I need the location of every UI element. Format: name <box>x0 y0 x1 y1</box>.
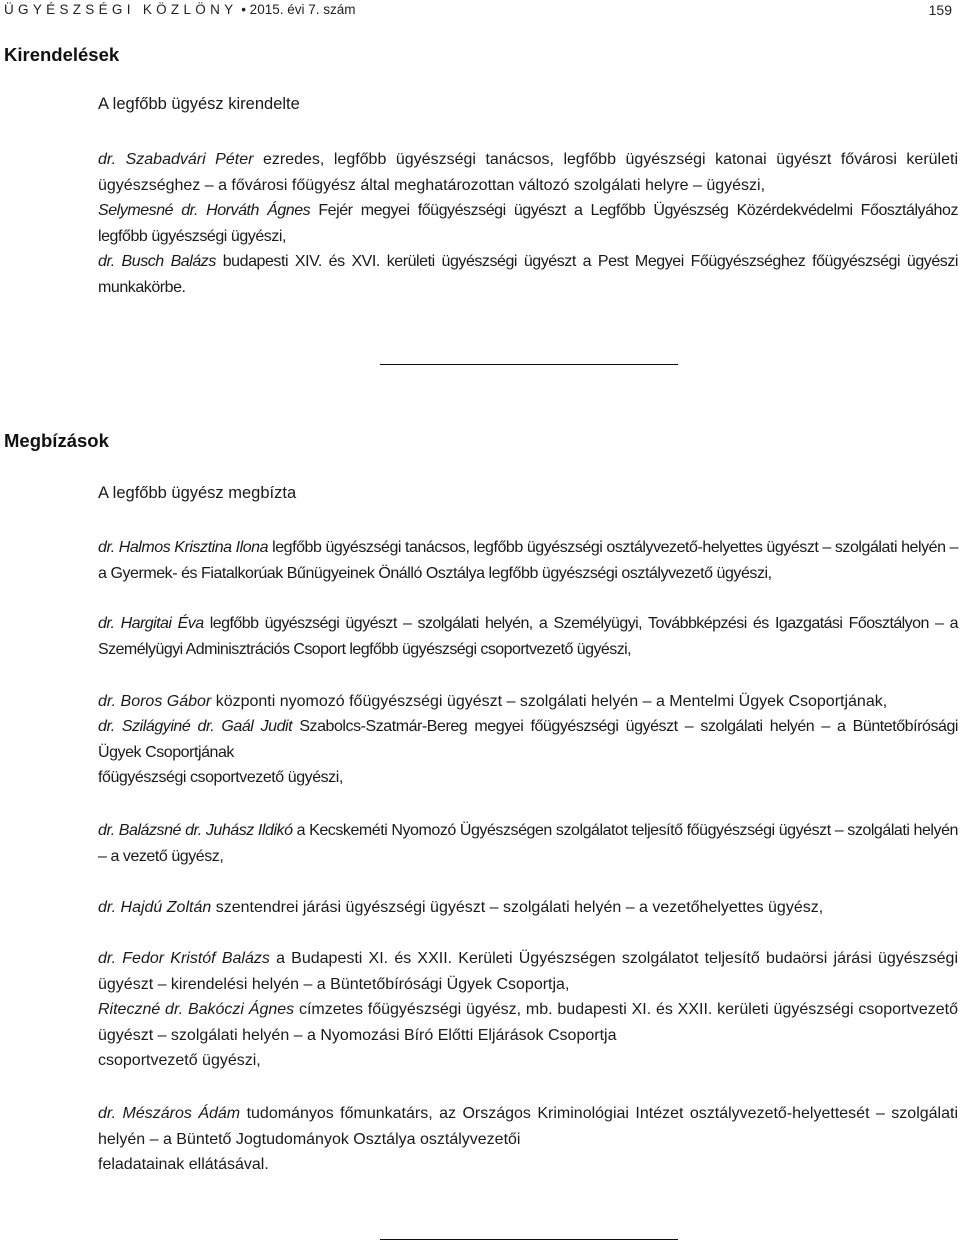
entry-text: a Budapesti XI. és XXII. Kerületi Ügyészségen szolgálatot teljesítő budaörsi járási ügyészségi ügyészt – kirendelési helyén – a Büntetőbírósági Ügyek Csoportja, <box>98 950 959 993</box>
assignment-entry <box>98 689 958 715</box>
person-name: dr. Fedor Kristóf Balázs <box>98 950 270 967</box>
person-name: dr. Hargitai Éva <box>98 615 204 632</box>
person-name: dr. Busch Balázs <box>98 253 216 270</box>
assignment-entry <box>98 535 958 586</box>
appointment-entry <box>98 147 958 198</box>
section-intro-megbizasok: A legfőbb ügyész megbízta <box>98 484 297 502</box>
entry-continuation: feladatainak ellátásával. <box>98 1156 269 1173</box>
issue-label: • 2015. évi 7. szám <box>241 2 356 17</box>
appointment-entry <box>98 249 958 300</box>
person-name: dr. Mészáros Ádám <box>98 1105 241 1122</box>
person-name: dr. Szilágyiné dr. Gaál Judit <box>98 718 293 735</box>
section-title-megbizasok: Megbízások <box>4 430 109 451</box>
journal-title: ÜGYÉSZSÉGI KÖZLÖNY <box>4 2 238 17</box>
person-name: Selymesné dr. Horváth Ágnes <box>98 202 311 219</box>
assignment-entry <box>98 1101 958 1178</box>
person-name: dr. Balázsné dr. Juhász Ildikó <box>98 822 293 839</box>
section-title-kirendelesek: Kirendelések <box>4 44 120 65</box>
entry-text: Szabolcs-Szatmár-Bereg megyei főügyészségi ügyészt – szolgálati helyén – a Büntetőbírósági Ügyek Csoportjának <box>98 718 958 761</box>
assignment-entry <box>98 895 958 921</box>
section-separator <box>380 1239 678 1240</box>
appointment-entry <box>98 198 958 249</box>
section-separator <box>380 364 678 365</box>
entry-text: Fejér megyei főügyészségi ügyészt a Legfőbb Ügyészség Közérdekvédelmi Főosztályához legfőbb ügyészségi ügyészi, <box>98 202 958 245</box>
person-name: dr. Szabadvári Péter <box>98 151 254 168</box>
entry-text: címzetes főügyészségi ügyész, mb. budapesti XI. és XXII. kerületi ügyészségi csoportvezető ügyészt – szolgálati helyén – a Nyomozási Bíró Előtti Eljárások Csoportja <box>98 1001 958 1044</box>
person-name: Riteczné dr. Bakóczi Ágnes <box>98 1001 295 1018</box>
entry-text: tudományos főmunkatárs, az Országos Kriminológiai Intézet osztályvezető-helyettesét – szolgálati helyén – a Büntető Jogtudományok Osztálya osztályvezetői <box>98 1105 959 1148</box>
entry-continuation: főügyészségi csoportvezető ügyészi, <box>98 769 343 786</box>
entry-text: a Kecskeméti Nyomozó Ügyészségen szolgálatot teljesítő főügyészségi ügyészt – szolgálati helyén – a vezető ügyész, <box>98 822 958 865</box>
entry-text: szentendrei járási ügyészségi ügyészt – szolgálati helyén – a vezetőhelyettes ügyész, <box>215 899 824 916</box>
page-header <box>4 2 952 20</box>
assignment-entry <box>98 714 958 791</box>
entry-text: budapesti XIV. és XVI. kerületi ügyészségi ügyészt a Pest Megyei Főügyészséghez főügyészségi ügyészi munkakörbe. <box>98 253 958 296</box>
entry-text: legfőbb ügyészségi ügyészt – szolgálati helyén, a Személyügyi, Továbbképzési és Igazgatási Főosztályon – a Személyügyi Adminisztrációs Csoport legfőbb ügyészségi csoportvezető ügyészi, <box>98 615 958 658</box>
person-name: dr. Boros Gábor <box>98 693 212 710</box>
entry-text: ezredes, legfőbb ügyészségi tanácsos, legfőbb ügyészségi katonai ügyészt fővárosi kerületi ügyészséghez – a fővárosi főügyész által meghatározottan változó szolgálati helyre – ügyészi, <box>98 151 958 194</box>
entry-text: legfőbb ügyészségi tanácsos, legfőbb ügyészségi osztályvezető-helyettes ügyészt – szolgálati helyén – a Gyermek- és Fiatalkorúak Bűnügyeinek Önálló Osztálya legfőbb ügyészségi osztályvezető ügyészi, <box>98 539 959 582</box>
section-intro-kirendelesek: A legfőbb ügyész kirendelte <box>98 95 300 113</box>
assignment-entry <box>98 611 958 662</box>
assignment-entry <box>98 997 958 1074</box>
person-name: dr. Halmos Krisztina Ilona <box>98 539 269 556</box>
page-number: 159 <box>928 2 952 18</box>
assignment-entry <box>98 818 958 869</box>
journal-header <box>4 2 356 17</box>
person-name: dr. Hajdú Zoltán <box>98 899 212 916</box>
assignment-entry <box>98 946 958 997</box>
entry-continuation: csoportvezető ügyészi, <box>98 1052 261 1069</box>
entry-text: központi nyomozó főügyészségi ügyészt – szolgálati helyén – a Mentelmi Ügyek Csoportjának, <box>215 693 888 710</box>
